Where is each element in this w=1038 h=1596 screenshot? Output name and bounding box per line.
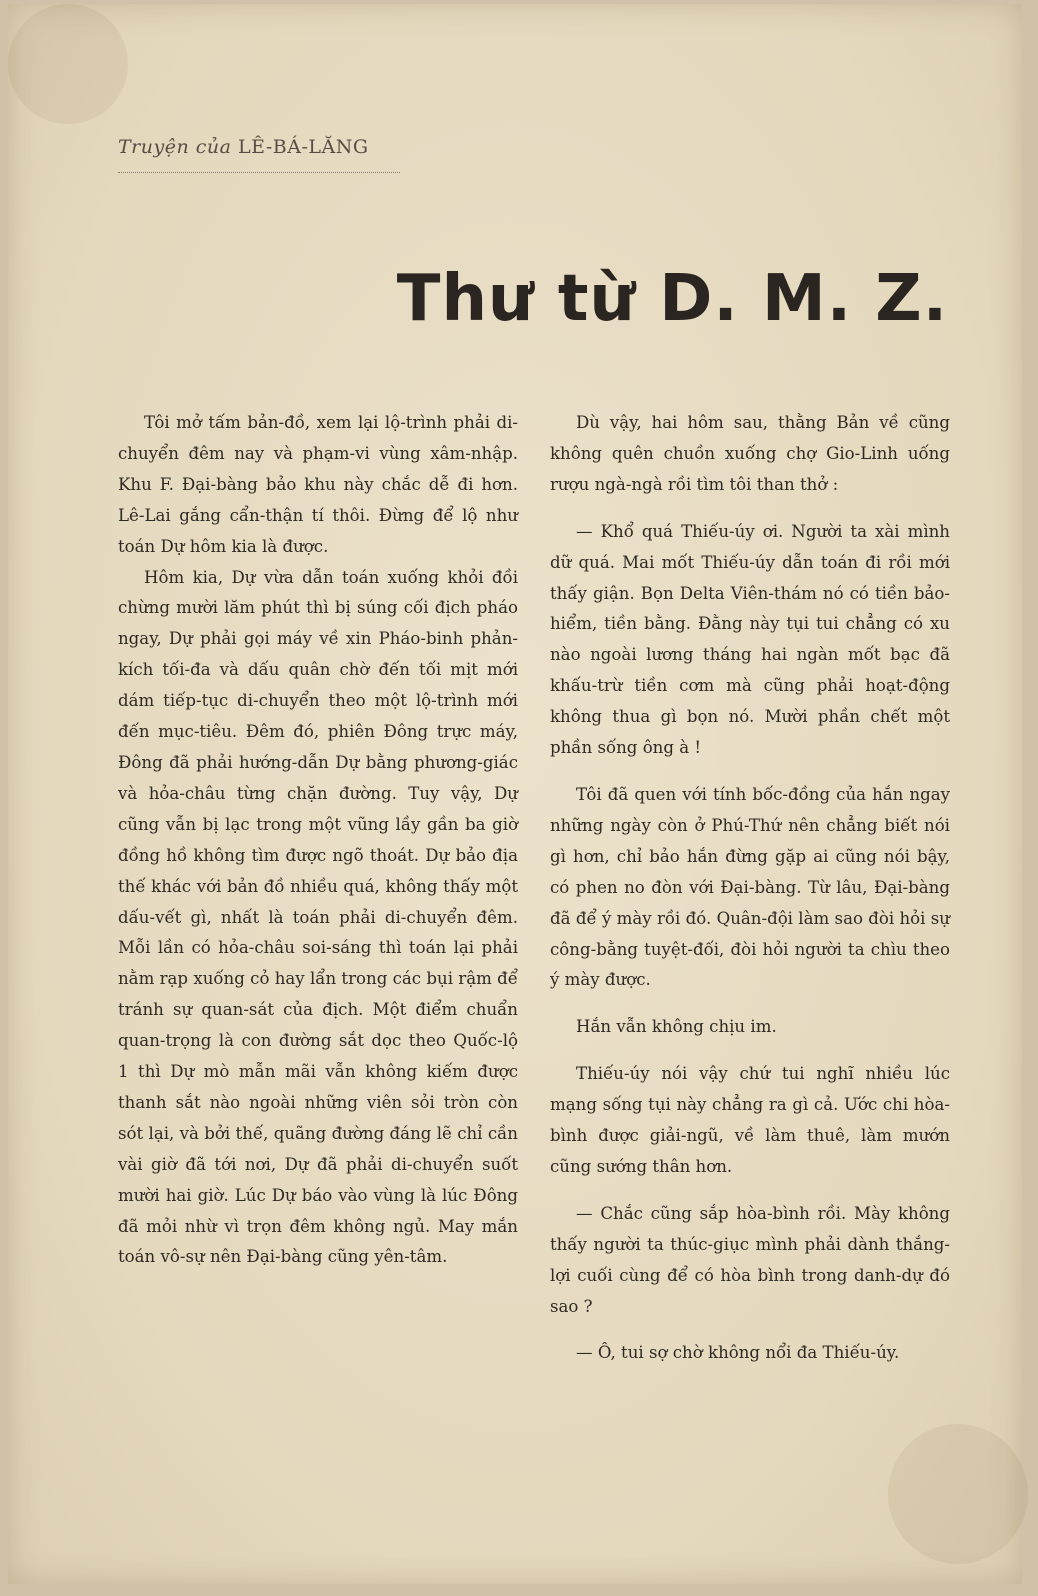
paragraph: — Ô, tui sợ chờ không nổi đa Thiếu-úy. <box>576 1343 900 1363</box>
byline-divider <box>118 172 400 173</box>
byline-lead: Truyện của <box>118 136 232 158</box>
paragraph: Hắn vẫn không chịu im. <box>576 1017 777 1037</box>
paragraph: Hôm kia, Dự vừa dẫn toán xuống khỏi đồi chừng mười lăm phút thì bị súng cối địch pháo ngay, Dự phải gọi máy về xin Pháo-binh phản-kích tối-đa và dấu quân chờ đến tối mịt mới dám tiếp-tục di-chuyển theo một lộ-trình mới đến mục-tiêu. Đêm đó, phiên Đông trực máy, Đông đã phải hướng-dẫn Dự bằng phương-giác và hỏa-châu từng chặn đường. Tuy vậy, Dự cũng vẫn bị lạc trong một vũng lầy gần ba giờ đồng hồ không tìm được ngõ thoát. Dự bảo địa thế khác với bản đồ nhiều quá, không thấy một dấu-vết gì, nhất là toán phải di-chuyển đêm. Mỗi lần có hỏa-châu soi-sáng thì toán lại phải nằm rạp xuống cỏ hay lẩn trong các bụi rậm để tránh sự quan-sát của địch. Một điểm chuẩn quan-trọng là con đường sắt dọc theo Quốc-lộ 1 thì Dự mò mẫn mãi vẫn không kiếm được thanh sắt nào ngoài những viên sỏi tròn còn sót lại, và bởi thế, quãng đường đáng lẽ chỉ cần vài giờ đã tới nơi, Dự đã phải di-chuyển suốt mười hai giờ. Lúc Dự báo vào vùng là lúc Đông đã mỏi nhừ vì trọn đêm không ngủ. May mắn toán vô-sự nên Đại-bàng cũng yên-tâm. <box>118 567 518 1267</box>
paragraph: — Chắc cũng sắp hòa-bình rồi. Mày không thấy người ta thúc-giục mình phải dành thắng-lợi cuối cùng để có hòa bình trong danh-dự đó sao ? <box>550 1203 950 1316</box>
right-column <box>550 408 950 1369</box>
paper-stain <box>8 4 128 124</box>
paragraph: — Khổ quá Thiếu-úy ơi. Người ta xài mình dữ quá. Mai mốt Thiếu-úy dẫn toán đi rồi mới thấy giận. Bọn Delta Viên-thám nó có tiền bảo-hiểm, tiền bằng. Đằng này tụi tui chẳng có xu nào ngoài lương tháng hai ngàn mốt bạc đã khấu-trừ tiền cơm mà cũng phải hoạt-động không thua gì bọn nó. Mười phần chết một phần sống ông à ! <box>550 521 950 758</box>
left-column <box>118 408 518 1273</box>
byline <box>118 136 369 158</box>
magazine-page <box>8 4 1022 1584</box>
paragraph: Thiếu-úy nói vậy chứ tui nghĩ nhiều lúc mạng sống tụi này chẳng ra gì cả. Ước chi hòa-bình được giải-ngũ, về làm thuê, làm mướn cũng sướng thân hơn. <box>550 1064 950 1176</box>
paragraph: Tôi mở tấm bản-đồ, xem lại lộ-trình phải di-chuyển đêm nay và phạm-vi vùng xâm-nhập. Khu F. Đại-bàng bảo khu này chắc dễ đi hơn. Lê-Lai gắng cẩn-thận tí thôi. Đừng để lộ như toán Dự hôm kia là được. <box>118 413 518 556</box>
byline-author: LÊ-BÁ-LĂNG <box>238 136 369 158</box>
paragraph: Tôi đã quen với tính bốc-đồng của hắn ngay những ngày còn ở Phú-Thứ nên chẳng biết nói gì hơn, chỉ bảo hắn đừng gặp ai cũng nói bậy, có phen no đòn với Đại-bàng. Từ lâu, Đại-bàng đã để ý mày rồi đó. Quân-đội làm sao đòi hỏi sự công-bằng tuyệt-đối, đòi hỏi người ta chìu theo ý mày được. <box>550 784 950 990</box>
paper-stain <box>888 1424 1028 1564</box>
story-title: Thư từ D. M. Z. <box>396 262 948 336</box>
paragraph: Dù vậy, hai hôm sau, thằng Bản về cũng không quên chuồn xuống chợ Gio-Linh uống rượu ngà-ngà rồi tìm tôi than thở : <box>550 413 950 494</box>
